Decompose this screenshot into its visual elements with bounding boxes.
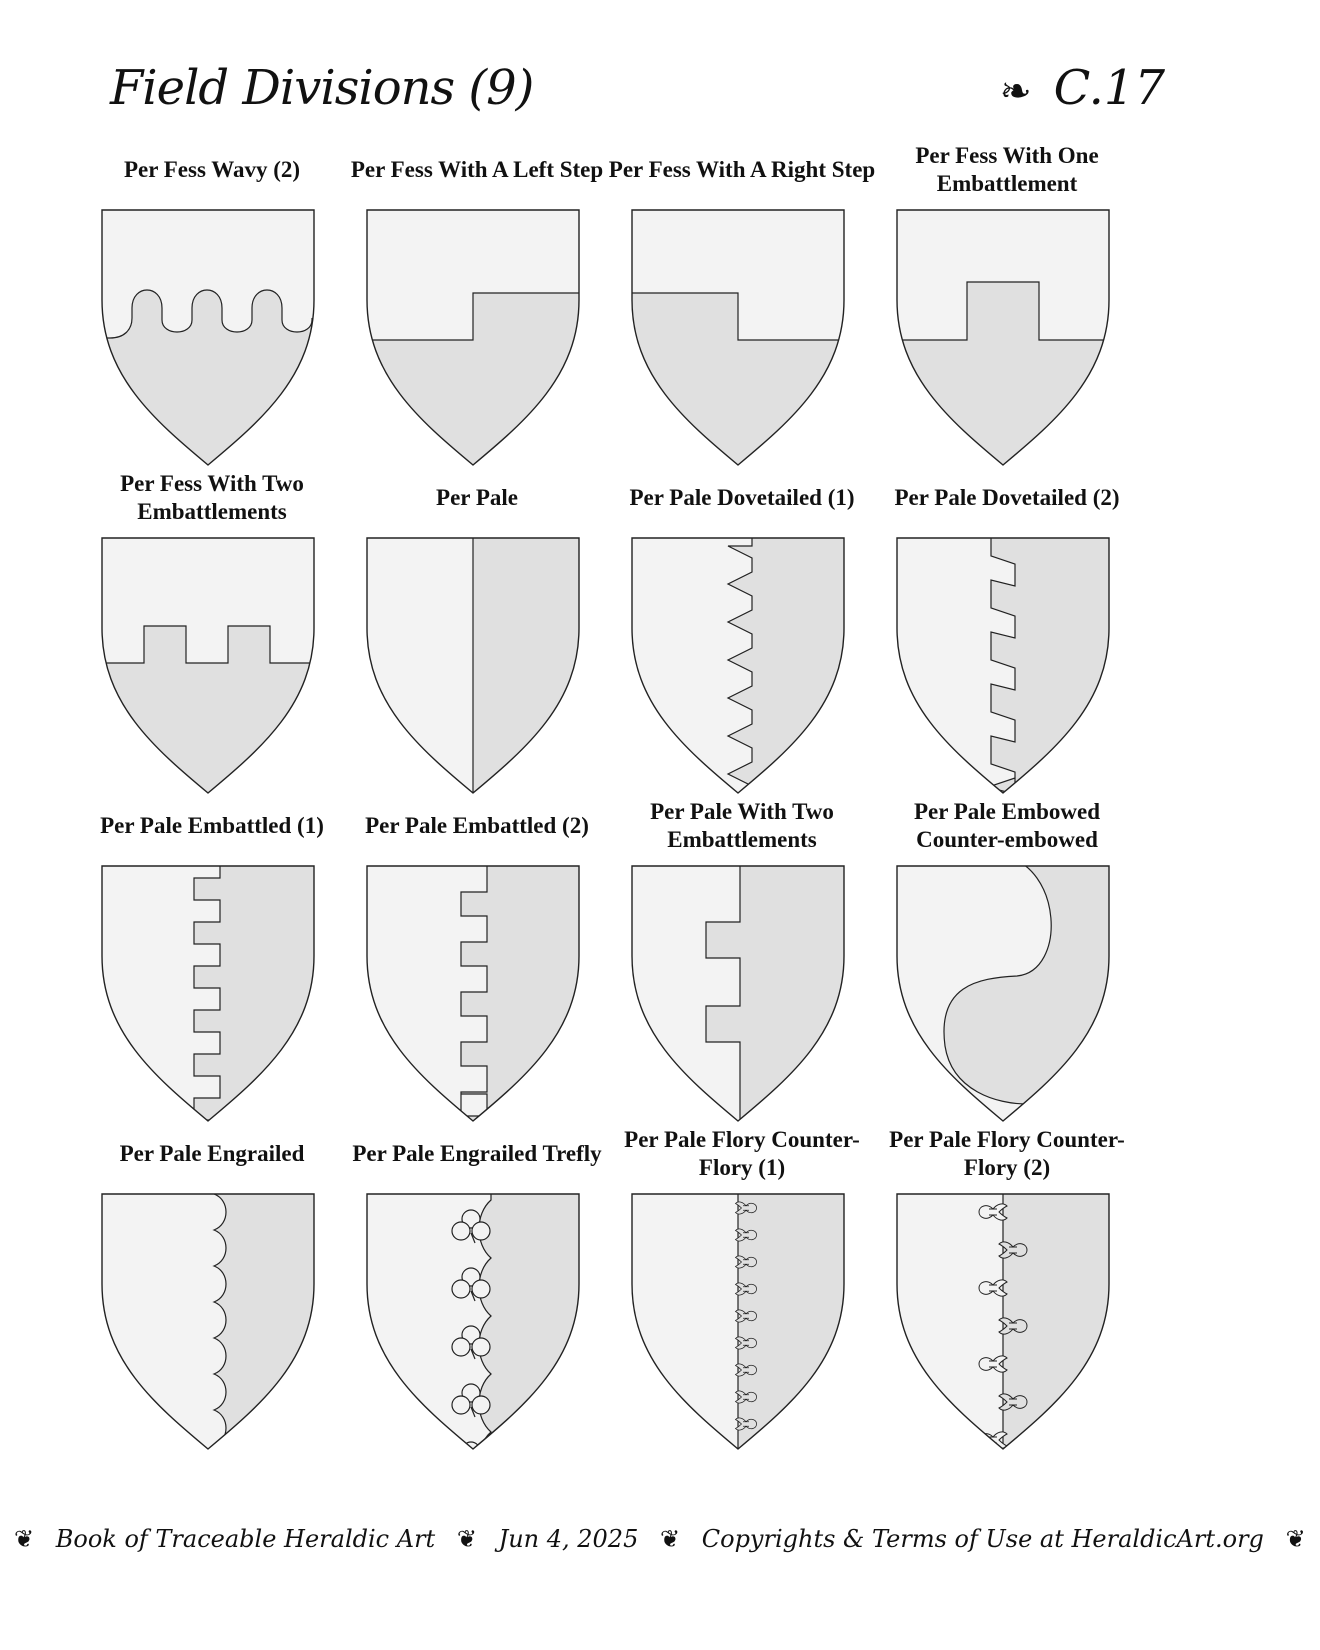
shield-cell-pale-engrailed — [72, 1124, 352, 1464]
shield-cell-pale-flory-1 — [602, 1124, 882, 1464]
shield-label: Per Pale Dovetailed (1) — [629, 485, 855, 510]
shield-pale-engrailed-icon — [100, 1192, 316, 1452]
shield-label: Per Pale — [436, 485, 518, 510]
shield-fess-right-step-icon — [630, 208, 846, 468]
footer-copyright: Copyrights & Terms of Use at HeraldicArt.org — [701, 1525, 1264, 1553]
shield-pale-dovetailed-2-icon — [895, 536, 1111, 796]
footer-ornament-icon: ❦ — [1285, 1525, 1306, 1553]
shield-pale-flory-2-icon — [895, 1192, 1111, 1452]
shield-cell-pale — [337, 468, 617, 808]
page-title: Field Divisions (9) — [110, 60, 534, 116]
footer — [0, 1525, 1306, 1553]
shield-cell-fess-wavy — [72, 140, 352, 480]
shield-cell-pale-engrailed-trefly — [337, 1124, 617, 1464]
shield-pale-embowed-icon — [895, 864, 1111, 1124]
fleuron-icon: ❧ — [999, 69, 1032, 113]
shield-pale-flory-1-icon — [630, 1192, 846, 1452]
footer-ornament-icon: ❦ — [456, 1525, 477, 1553]
shield-fess-two-embattlements-icon — [100, 536, 316, 796]
shield-label: Per Pale Dovetailed (2) — [894, 485, 1120, 510]
shield-label: Per Pale Engrailed — [119, 1141, 305, 1166]
footer-book-title: Book of Traceable Heraldic Art — [55, 1525, 436, 1553]
shield-label: Per Pale Flory Counter-Flory (2) — [889, 1127, 1125, 1180]
shield-label: Per Fess With A Left Step — [350, 157, 604, 182]
shield-label: Per Pale Embowed Counter-embowed — [913, 799, 1101, 852]
shield-label: Per Fess With Two Embattlements — [120, 471, 304, 524]
footer-ornament-icon: ❦ — [660, 1525, 681, 1553]
shield-pale-icon — [365, 536, 581, 796]
shield-cell-pale-dovetailed-1 — [602, 468, 882, 808]
shield-cell-pale-embowed — [867, 796, 1147, 1136]
shield-cell-fess-left-step — [337, 140, 617, 480]
shield-cell-pale-embattled-2 — [337, 796, 617, 1136]
shield-pale-embattled-2-icon — [365, 864, 581, 1124]
shield-label: Per Fess Wavy (2) — [123, 157, 301, 182]
shield-pale-two-embattlements-icon — [630, 864, 846, 1124]
shield-cell-fess-right-step — [602, 140, 882, 480]
shield-label: Per Pale Embattled (1) — [100, 813, 324, 838]
shield-cell-fess-one-embattlement — [867, 140, 1147, 480]
shield-cell-pale-embattled-1 — [72, 796, 352, 1136]
shield-cell-pale-two-embattlements — [602, 796, 882, 1136]
shield-label: Per Pale Embattled (2) — [365, 813, 589, 838]
footer-ornament-icon: ❦ — [14, 1525, 35, 1553]
shield-label: Per Fess With One Embattlement — [915, 143, 1099, 196]
shield-cell-fess-two-embattlements — [72, 468, 352, 808]
shield-pale-embattled-1-icon — [100, 864, 316, 1124]
shield-label: Per Fess With A Right Step — [608, 157, 876, 182]
shield-label: Per Pale Engrailed Trefly — [352, 1141, 602, 1166]
shield-cell-pale-dovetailed-2 — [867, 468, 1147, 808]
plate-code: C.17 — [1053, 60, 1165, 116]
shield-label: Per Pale With Two Embattlements — [650, 799, 834, 852]
shield-fess-left-step-icon — [365, 208, 581, 468]
shield-pale-dovetailed-1-icon — [630, 536, 846, 796]
shield-pale-engrailed-trefly-icon — [365, 1192, 581, 1452]
shield-fess-one-embattlement-icon — [895, 208, 1111, 468]
shield-fess-wavy-icon — [100, 208, 316, 468]
shield-cell-pale-flory-2 — [867, 1124, 1147, 1464]
shield-label: Per Pale Flory Counter-Flory (1) — [624, 1127, 860, 1180]
footer-date: Jun 4, 2025 — [498, 1525, 639, 1553]
